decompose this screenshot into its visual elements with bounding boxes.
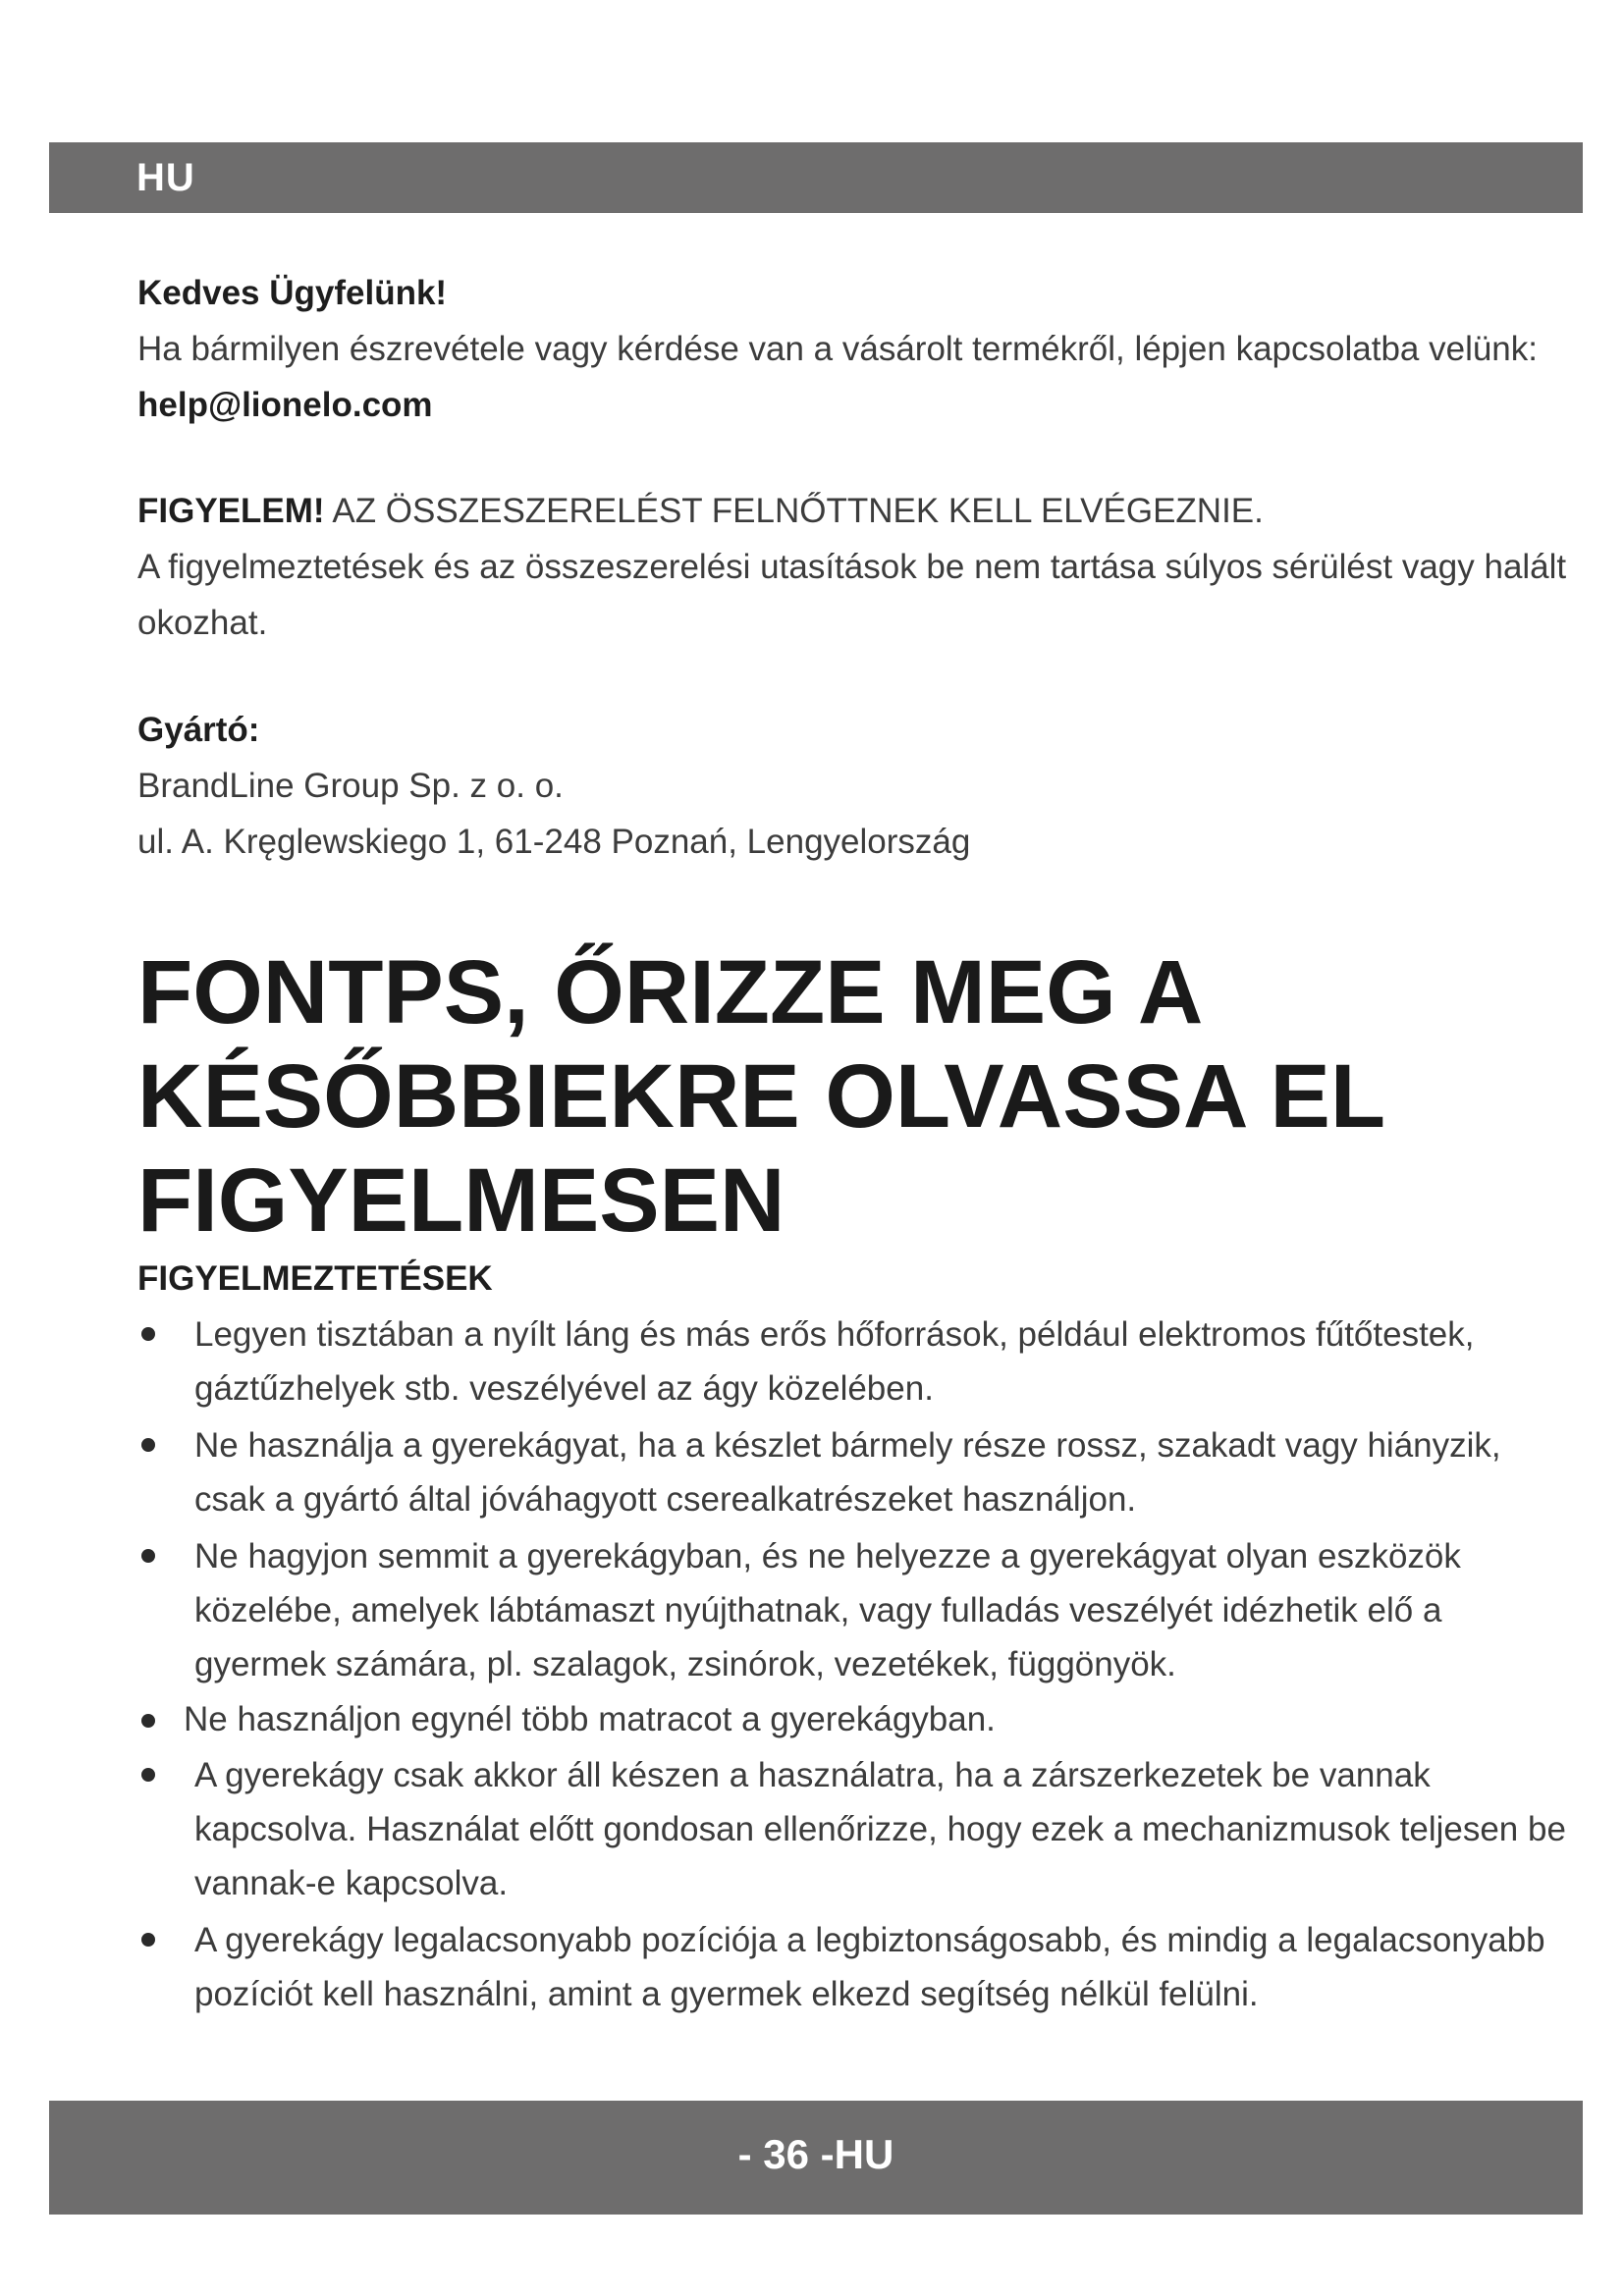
warnings-heading: FIGYELMEZTETÉSEK	[137, 1259, 493, 1298]
bullet-icon	[141, 1768, 155, 1782]
notice-label: FIGYELEM!	[137, 492, 325, 530]
manufacturer-name: BrandLine Group Sp. z o. o.	[137, 767, 564, 805]
list-item: Ne használjon egynél több matracot a gyerekágyban.	[137, 1694, 1581, 1745]
list-item: A gyerekágy legalacsonyabb pozíciója a legbiztonságosabb, és mindig a legalacsonyabb pozíciót kell használni, amint a gyermek elkezd segítség nélkül felülni.	[137, 1913, 1581, 2021]
notice-text: A figyelmeztetések és az összeszerelési utasítások be nem tartása súlyos sérülést vagy halált okozhat.	[137, 548, 1567, 642]
list-item: Legyen tisztában a nyílt láng és más erős hőforrások, például elektromos fűtőtestek, gáztűzhelyek stb. veszélyével az ágy közelében.	[137, 1308, 1581, 1415]
bullet-icon	[141, 1438, 155, 1452]
bullet-icon	[141, 1327, 155, 1341]
notice-headline: AZ ÖSSZESZERELÉST FELNŐTTNEK KELL ELVÉGEZNIE.	[332, 492, 1264, 530]
manufacturer-label: Gyártó:	[137, 711, 260, 749]
bullet-icon	[141, 1714, 155, 1728]
page-number: - 36 -HU	[737, 2131, 894, 2177]
contact-email[interactable]: help@lionelo.com	[137, 386, 433, 424]
contact-block	[137, 265, 1571, 433]
intro-section	[137, 265, 1571, 870]
list-item: Ne használja a gyerekágyat, ha a készlet bármely része rossz, szakadt vagy hiányzik, csak a gyártó által jóváhagyott cserealkatrészeket használjon.	[137, 1418, 1581, 1526]
notice-block	[137, 483, 1571, 651]
manufacturer-block	[137, 702, 1571, 870]
list-item: A gyerekágy csak akkor áll készen a használatra, ha a zárszerkezetek be vannak kapcsolva. Használat előtt gondosan ellenőrizze, hogy ezek a mechanizmusok teljesen be vannak-e kapcsolva.	[137, 1748, 1581, 1910]
bullet-icon	[141, 1549, 155, 1563]
manufacturer-address: ul. A. Kręglewskiego 1, 61-248 Poznań, Lengyelország	[137, 823, 971, 861]
language-code: HU	[136, 156, 195, 199]
page-title: FONTPS, ŐRIZZE MEG A KÉSŐBBIEKRE OLVASSA EL FIGYELMESEN	[137, 942, 1384, 1251]
footer-bar	[49, 2101, 1583, 2215]
list-item: Ne hagyjon semmit a gyerekágyban, és ne helyezze a gyerekágyat olyan eszközök közelébe, amelyek lábtámaszt nyújthatnak, vagy fulladás veszélyét idézhetik elő a gyermek számára, pl. szalagok, zsinórok, vezetékek, függönyök.	[137, 1529, 1581, 1691]
contact-text: Ha bármilyen észrevétele vagy kérdése van a vásárolt termékről, lépjen kapcsolatba velünk:	[137, 330, 1538, 368]
greeting: Kedves Ügyfelünk!	[137, 274, 448, 312]
warnings-list	[137, 1308, 1581, 2024]
header-bar	[49, 142, 1583, 213]
bullet-icon	[141, 1933, 155, 1947]
